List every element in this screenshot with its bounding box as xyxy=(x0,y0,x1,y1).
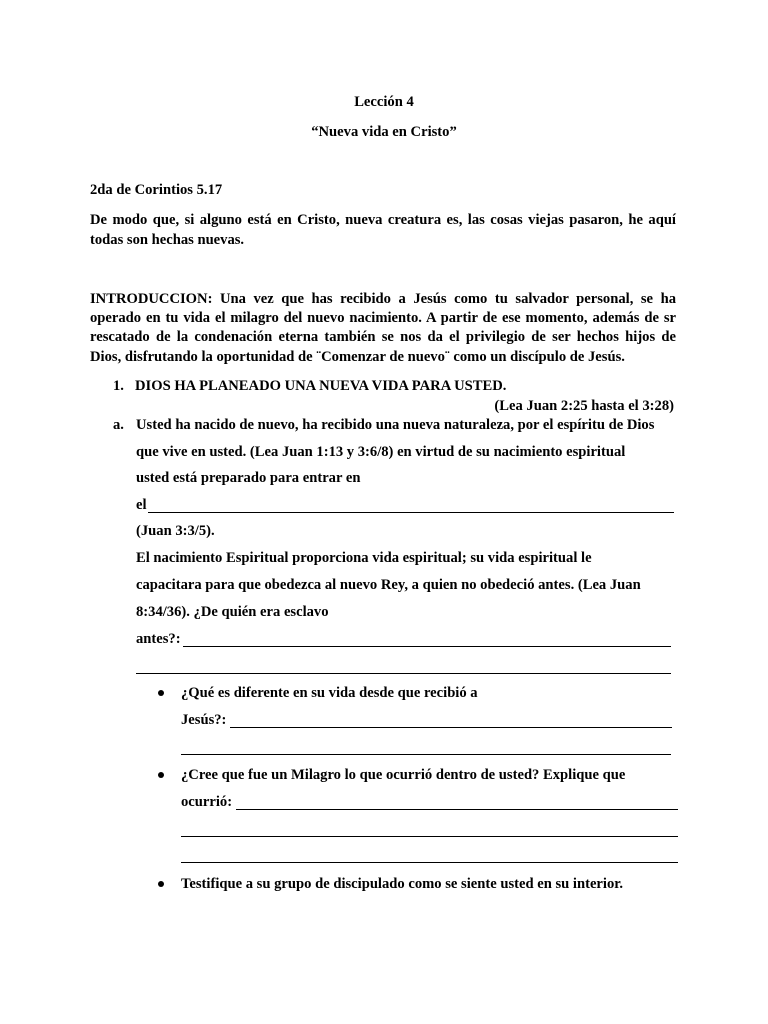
verse-line: De modo que, si alguno está en Cristo, nueva creatura es, las cosas viejas pasaron, he aquí xyxy=(90,212,676,228)
section-reference: (Lea Juan 2:25 hasta el 3:28) xyxy=(494,398,674,414)
answer-blank[interactable] xyxy=(136,673,671,674)
section-number: 1. xyxy=(113,378,124,394)
answer-blank[interactable] xyxy=(148,512,674,513)
item-line: 8:34/36). ¿De quién era esclavo xyxy=(136,604,329,620)
item-line: (Juan 3:3/5). xyxy=(136,523,215,539)
answer-blank[interactable] xyxy=(236,809,678,810)
answer-blank[interactable] xyxy=(181,836,678,837)
lesson-title: Lección 4 xyxy=(354,94,414,110)
bullet-text: Testifique a su grupo de discipulado como se siente usted en su interior. xyxy=(181,876,624,892)
bullet-dot xyxy=(158,690,164,696)
section-heading: DIOS HA PLANEADO UNA NUEVA VIDA PARA USTED. xyxy=(135,378,507,394)
intro-line: Dios, disfrutando la oportunidad de ¨Comenzar de nuevo¨ como un discípulo de Jesús. xyxy=(90,349,625,365)
bullet-text: ¿Qué es diferente en su vida desde que recibió a xyxy=(181,685,478,701)
bullet-dot xyxy=(158,772,164,778)
answer-blank[interactable] xyxy=(183,646,671,647)
bullet-dot xyxy=(158,881,164,887)
item-line: el xyxy=(136,497,147,513)
lesson-subtitle: “Nueva vida en Cristo” xyxy=(311,124,457,140)
answer-blank[interactable] xyxy=(230,727,672,728)
verse-reference: 2da de Corintios 5.17 xyxy=(90,182,223,198)
item-line: antes?: xyxy=(136,631,181,647)
answer-blank[interactable] xyxy=(181,754,671,755)
item-line: que vive en usted. (Lea Juan 1:13 y 3:6/8) en virtud de su nacimiento espiritual xyxy=(136,444,626,460)
verse-line: todas son hechas nuevas. xyxy=(90,232,245,248)
item-letter: a. xyxy=(113,417,124,433)
intro-line: INTRODUCCION: Una vez que has recibido a Jesús como tu salvador personal, se ha xyxy=(90,291,676,307)
item-line: capacitara para que obedezca al nuevo Rey, a quien no obedeció antes. (Lea Juan xyxy=(136,577,641,593)
bullet-text: ¿Cree que fue un Milagro lo que ocurrió dentro de usted? Explique que xyxy=(181,767,626,783)
item-line: Usted ha nacido de nuevo, ha recibido una nueva naturaleza, por el espíritu de Dios xyxy=(136,417,655,433)
item-line: El nacimiento Espiritual proporciona vida espiritual; su vida espiritual le xyxy=(136,550,592,566)
bullet-text: ocurrió: xyxy=(181,794,233,810)
bullet-text: Jesús?: xyxy=(181,712,227,728)
intro-line: rescatado de la condenación eterna también se nos da el privilegio de ser hechos hijos de xyxy=(90,329,676,345)
item-line: usted está preparado para entrar en xyxy=(136,470,361,486)
intro-line: operado en tu vida el milagro del nuevo nacimiento. A partir de ese momento, además de sr xyxy=(90,310,676,326)
answer-blank[interactable] xyxy=(181,862,678,863)
